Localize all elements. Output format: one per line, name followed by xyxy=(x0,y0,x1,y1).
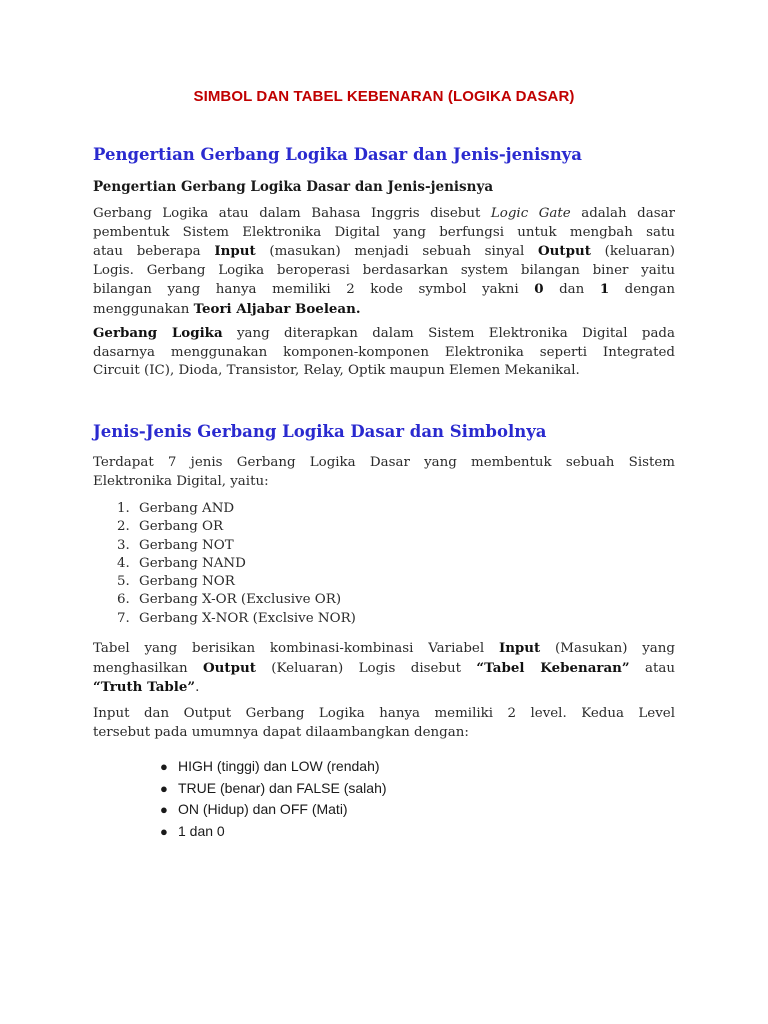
text-line: Terdapat 7 jenis Gerbang Logika Dasar yang membentuk sebuah Sistem xyxy=(93,455,675,470)
text-line: Logis. Gerbang Logika beroperasi berdasarkan system bilangan biner yaitu xyxy=(93,262,675,278)
paragraph-levels xyxy=(93,705,675,742)
bullet-icon: ● xyxy=(160,780,168,796)
list-item: 6. Gerbang X-OR (Exclusive OR) xyxy=(117,592,342,608)
document-title: SIMBOL DAN TABEL KEBENARAN (LOGIKA DASAR) xyxy=(193,88,575,105)
list-item: 2. Gerbang OR xyxy=(117,519,224,535)
paragraph-truth-table xyxy=(93,639,675,698)
list-item: 4. Gerbang NAND xyxy=(117,555,246,571)
text-line: Gerbang Logika yang diterapkan dalam Sistem Elektronika Digital pada xyxy=(93,325,675,341)
text-line: Gerbang Logika atau dalam Bahasa Inggris disebut Logic Gate adalah dasar xyxy=(93,206,675,221)
list-item: 7. Gerbang X-NOR (Exclsive NOR) xyxy=(117,610,356,626)
list-item: ● TRUE (benar) dan FALSE (salah) xyxy=(160,778,387,800)
list-item: 3. Gerbang NOT xyxy=(117,537,234,553)
paragraph-logic-gate-application xyxy=(93,324,675,381)
section-heading-pengertian: Pengertian Gerbang Logika Dasar dan Jenis-jenisnya xyxy=(93,145,582,164)
text-line: pembentuk Sistem Elektronika Digital yang berfungsi untuk mengbah satu xyxy=(93,224,675,240)
list-item: ● HIGH (tinggi) dan LOW (rendah) xyxy=(160,756,387,778)
text-line: Tabel yang berisikan kombinasi-kombinasi Variabel Input (Masukan) yang xyxy=(93,640,675,656)
bullet-icon: ● xyxy=(160,823,168,839)
list-item: ● 1 dan 0 xyxy=(160,821,387,843)
text-line: dasarnya menggunakan komponen-komponen Elektronika seperti Integrated xyxy=(93,344,675,360)
text-line: atau beberapa Input (masukan) menjadi sebuah sinyal Output (keluaran) xyxy=(93,243,675,260)
list-item: ● ON (Hidup) dan OFF (Mati) xyxy=(160,799,387,821)
text-line: menghasilkan Output (Keluaran) Logis disebut “Tabel Kebenaran” atau xyxy=(93,659,675,676)
text-line: Circuit (IC), Dioda, Transistor, Relay, Optik maupun Elemen Mekanikal. xyxy=(93,363,580,379)
text-line: Elektronika Digital, yaitu: xyxy=(93,473,269,489)
bullet-icon: ● xyxy=(160,759,168,774)
text-line: menggunakan Teori Aljabar Boelean. xyxy=(93,300,361,317)
level-pairs-list xyxy=(160,756,387,842)
list-item: 1. Gerbang AND xyxy=(117,501,235,516)
paragraph-logic-gate-definition xyxy=(93,205,675,320)
paragraph-gate-types-intro xyxy=(93,454,675,491)
bullet-icon: ● xyxy=(160,802,168,817)
text-line: Input dan Output Gerbang Logika hanya memiliki 2 level. Kedua Level xyxy=(93,706,675,721)
list-item: 5. Gerbang NOR xyxy=(117,574,235,590)
text-line: “Truth Table”. xyxy=(93,679,200,696)
subheading-pengertian: Pengertian Gerbang Logika Dasar dan Jenis-jenisnya xyxy=(93,179,494,195)
text-line: bilangan yang hanya memiliki 2 kode symbol yakni 0 dan 1 dengan xyxy=(93,281,675,298)
text-line: tersebut pada umumnya dapat dilaambangkan dengan: xyxy=(93,724,469,740)
section-heading-jenis: Jenis-Jenis Gerbang Logika Dasar dan Simbolnya xyxy=(93,422,547,441)
gate-types-list xyxy=(93,500,356,628)
